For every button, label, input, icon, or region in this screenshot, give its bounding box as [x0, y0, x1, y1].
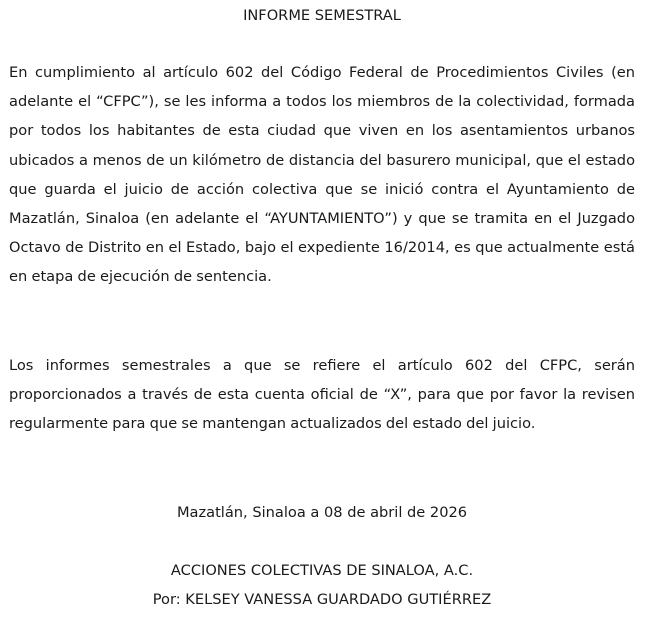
place-date: Mazatlán, Sinaloa a 08 de abril de 2026: [176, 504, 468, 521]
signer-line: Por: KELSEY VANESSA GUARDADO GUTIÉRREZ: [152, 591, 492, 608]
document-title: INFORME SEMESTRAL: [243, 7, 401, 24]
organization-name: ACCIONES COLECTIVAS DE SINALOA, A.C.: [170, 562, 474, 579]
paragraph-report-channel: Los informes semestrales a que se refiere el artículo 602 del CFPC, serán proporcionados a través de esta cuenta oficial de “X”, para que por favor la revisen regularmente para que se mantengan actualizados del estado del juicio.: [9, 357, 635, 433]
paragraph-report-status: En cumplimiento al artículo 602 del Código Federal de Procedimientos Civiles (en adelante el “CFPC”), se les informa a todos los miembros de la colectividad, formada por todos los habitantes de esta ciudad que viven en los asentamientos urbanos ubicados a menos de un kilómetro de distancia del basurero municipal, que el estado que guarda el juicio de acción colectiva que se inició contra el Ayuntamiento de Mazatlán, Sinaloa (en adelante el “AYUNTAMIENTO”) y que se tramita en el Juzgado Octavo de Distrito en el Estado, bajo el expediente 16/2014, es que actualmente está en etapa de ejecución de sentencia.: [9, 64, 635, 286]
